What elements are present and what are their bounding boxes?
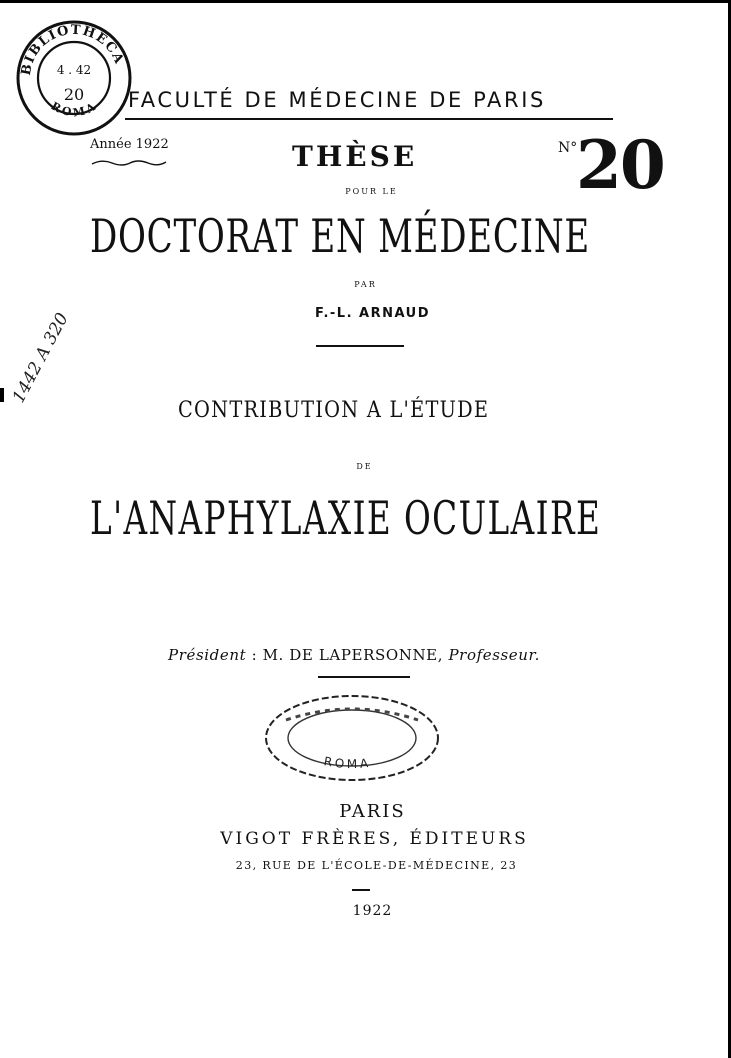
president-label: Président — [168, 646, 247, 664]
president-role: Professeur. — [448, 646, 541, 664]
decorative-tilde-icon — [88, 158, 170, 168]
faculty-rule — [125, 118, 613, 120]
stamp-library-text: BIBLIOTHECA — [18, 22, 127, 77]
contribution-heading: CONTRIBUTION A L'ÉTUDE — [178, 398, 490, 423]
imprint-city: PARIS — [339, 801, 406, 822]
president-name: : M. DE LAPERSONNE, — [246, 646, 449, 664]
scan-edge-top — [0, 0, 731, 3]
thesis-number: 20 — [576, 126, 664, 204]
stamp-number-top: 4 . 42 — [56, 63, 92, 77]
faculty-heading: FACULTÉ DE MÉDECINE DE PARIS — [128, 88, 546, 112]
author-name: F.-L. ARNAUD — [314, 306, 430, 321]
doctorat-heading: DOCTORAT EN MÉDECINE — [90, 209, 590, 263]
imprint-address: 23, RUE DE L'ÉCOLE-DE-MÉDECINE, 23 — [235, 859, 518, 872]
year-label: Année 1922 — [90, 137, 169, 152]
thesis-number-label: N° — [558, 140, 578, 156]
main-title: L'ANAPHYLAXIE OCULAIRE — [90, 491, 602, 545]
handwritten-note-text: 1442 A 320 — [8, 309, 73, 407]
oval-stamp-icon — [262, 690, 442, 786]
divider-rule — [352, 889, 370, 891]
de-text: DE — [356, 462, 373, 471]
divider-rule — [318, 676, 410, 678]
divider-rule — [316, 345, 404, 347]
stamp-bottom-text: ROMA — [48, 98, 101, 120]
library-stamp-icon — [14, 18, 134, 138]
handwritten-note — [8, 286, 108, 416]
par-text: PAR — [354, 280, 377, 289]
pour-le-text: POUR LE — [345, 187, 398, 196]
oval-stamp-text: ROMA — [322, 754, 372, 772]
stamp-number-bottom: 20 — [63, 85, 85, 104]
these-heading: THÈSE — [292, 140, 418, 173]
imprint-year: 1922 — [352, 903, 393, 919]
president-line — [168, 646, 540, 664]
scan-edge-mark — [0, 388, 4, 402]
imprint-publisher: VIGOT FRÈRES, ÉDITEURS — [220, 829, 529, 849]
